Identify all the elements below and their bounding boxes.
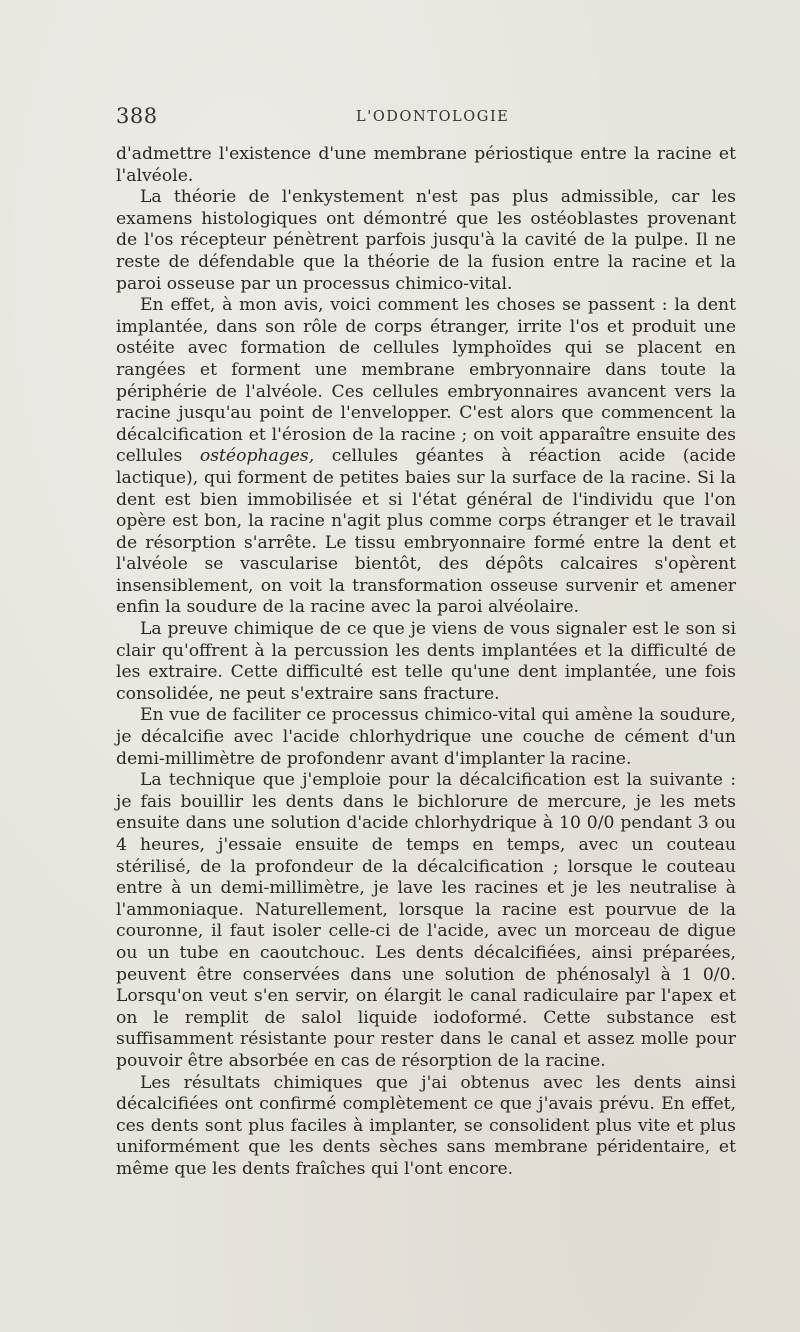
italic-term: ostéophages, — [199, 446, 315, 467]
running-head: L'ODONTOLOGIE — [356, 109, 510, 125]
page-header — [116, 104, 736, 134]
paragraph: La technique que j'emploie pour la décalcification est la suivante : je fais bouillir les dents dans le bichlorure de mercure, je les mets ensuite dans une solution d'acide chlorhydrique à 10 0/0 pendant 3 ou 4 heures, j'essaie ensuite de temps en temps, avec un couteau stérilisé, de la profondeur de la décalcification ; lorsque le couteau entre à un demi-millimètre, je lave les racines et je les neutralise à l'ammoniaque. Naturellement, lorsque la racine est pourvue de la couronne, il faut isoler celle-ci de l'acide, avec un morceau de digue ou un tube en caoutchouc. Les dents décalcifiées, ainsi préparées, peuvent être conservées dans une solution de phénosalyl à 1 0/0. Lorsqu'on veut s'en servir, on élargit le canal radiculaire par l'apex et on le remplit de salol liquide iodoformé. Cette substance est suffisamment résistante pour rester dans le canal et assez molle pour pouvoir être absorbée en cas de résorption de la racine. — [116, 770, 736, 1071]
paragraph-text: cellules géantes à réaction acide (acide lactique), qui forment de petites baies sur la surface de la racine. Si la dent est bien immobilisée et si l'état général de l'individu que l'on opère est bon, la racine n'agit plus comme corps étranger et le travail de résorption s'arrête. Le tissu embryonnaire formé entre la dent et l'alvéole se vascularise bientôt, des dépôts calcaires s'opèrent insensiblement, on voit la transformation osseuse survenir et amener enfin la soudure de la racine avec la paroi alvéolaire. — [116, 446, 736, 618]
paragraph: Les résultats chimiques que j'ai obtenus avec les dents ainsi décalcifiées ont confirmé complètement ce que j'avais prévu. En effet, ces dents sont plus faciles à implanter, se consolident plus vite et plus uniformément que les dents sèches sans membrane péridentaire, et même que les dents fraîches qui l'ont encore. — [116, 1072, 736, 1179]
paragraph-text: En effet, à mon avis, voici comment les choses se passent : la dent implantée, dans son rôle de corps étranger, irrite l'os et produit une ostéite avec formation de cellules lymphoïdes qui se placent en rangées et forment une membrane embryonnaire dans toute la périphérie de l'alvéole. Ces cellules embryonnaires avancent vers la racine jusqu'au point de l'envelopper. C'est alors que commencent la décalcification et l'érosion de la racine ; on voit apparaître ensuite des cellules — [116, 295, 736, 467]
page-number: 388 — [116, 104, 158, 128]
paragraph — [116, 295, 736, 619]
body-text — [116, 144, 736, 1181]
paragraph: En vue de faciliter ce processus chimico-vital qui amène la soudure, je décalcifie avec l'acide chlorhydrique une couche de cément d'un demi-millimètre de profondenr avant d'implanter la racine. — [116, 705, 736, 769]
paragraph: La preuve chimique de ce que je viens de vous signaler est le son si clair qu'offrent à la percussion les dents implantées et la difficulté de les extraire. Cette difficulté est telle qu'une dent implantée, une fois consolidée, ne peut s'extraire sans fracture. — [116, 619, 736, 704]
paragraph: La théorie de l'enkystement n'est pas plus admissible, car les examens histologiques ont démontré que les ostéoblastes provenant de l'os récepteur pénètrent parfois jusqu'à la cavité de la pulpe. Il ne reste de défendable que la théorie de la fusion entre la racine et la paroi osseuse par un processus chimico-vital. — [116, 187, 736, 294]
paragraph: d'admettre l'existence d'une membrane périostique entre la racine et l'alvéole. — [116, 144, 736, 186]
